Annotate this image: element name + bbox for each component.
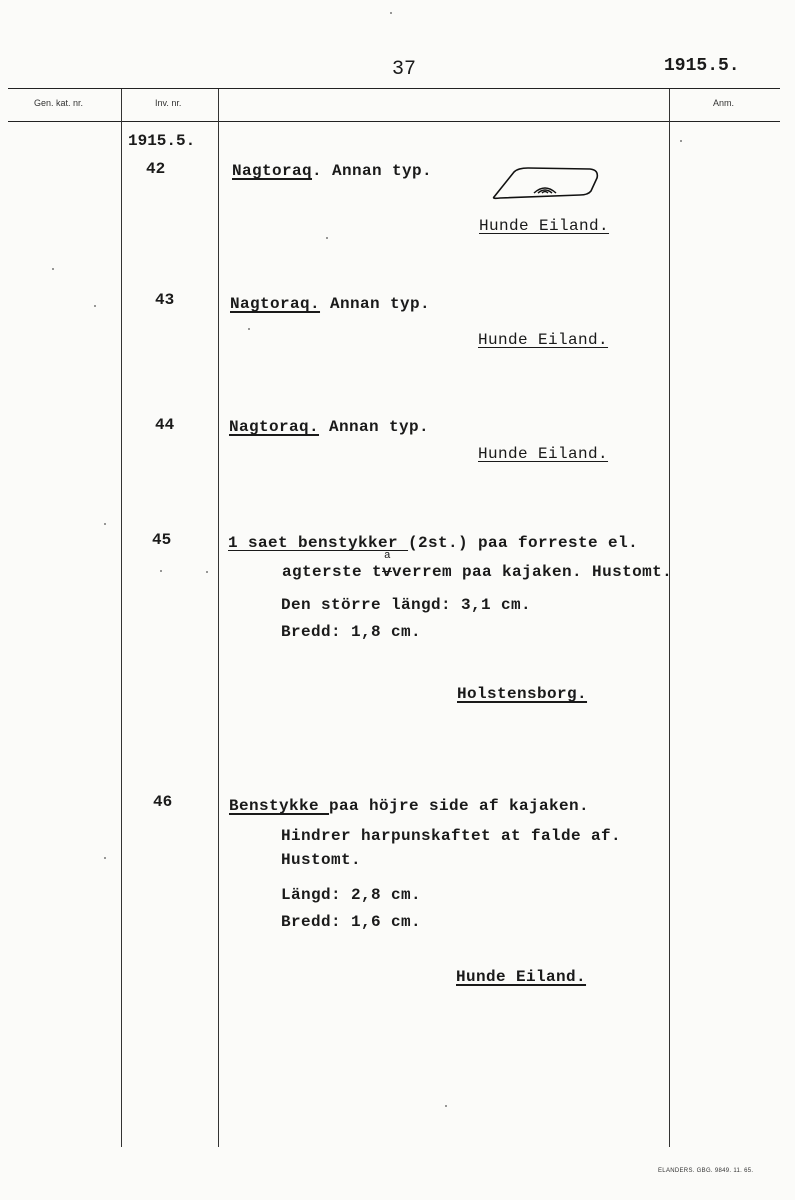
- paper-speck: [326, 237, 328, 239]
- entry-45-line-2: agterste t a vverrem paa kajaken. Hustomt.: [282, 550, 673, 581]
- entry-43-locality: Hunde Eiland.: [478, 331, 609, 349]
- paper-speck: [445, 1105, 447, 1107]
- entry-46-title: Benstykke: [229, 797, 330, 815]
- inv-number-46: 46: [153, 793, 173, 811]
- entry-42-description: Nagtoraq. Annan typ.: [232, 162, 433, 180]
- inv-number-42: 42: [146, 160, 166, 178]
- paper-speck: [680, 140, 682, 142]
- paper-speck: [104, 857, 106, 859]
- series-label: 1915.5.: [128, 132, 196, 150]
- printer-imprint: ELANDERS. GBG. 9849. 11. 65.: [658, 1168, 754, 1174]
- entry-46-line-1: Benstykke paa höjre side af kajaken.: [229, 797, 590, 815]
- paper-speck: [390, 12, 392, 14]
- entry-46-measure-length: Längd: 2,8 cm.: [281, 886, 422, 904]
- page-number: 37: [392, 58, 417, 81]
- entry-43-title: Nagtoraq.: [230, 295, 321, 313]
- object-outline-sketch: [490, 163, 602, 203]
- header-top-rule: [8, 88, 780, 89]
- header-inv-nr: Inv. nr.: [155, 98, 182, 108]
- column-divider-3: [669, 89, 670, 1147]
- paper-speck: [206, 571, 208, 573]
- catalog-reference: 1915.5.: [664, 56, 740, 76]
- entry-43-description: Nagtoraq. Annan typ.: [230, 295, 431, 313]
- entry-45-measure-width: Bredd: 1,8 cm.: [281, 623, 422, 641]
- entry-44-title: Nagtoraq.: [229, 418, 320, 436]
- paper-speck: [52, 268, 54, 270]
- entry-45-measure-length: Den större längd: 3,1 cm.: [281, 596, 532, 614]
- entry-45-locality: Holstensborg.: [457, 685, 588, 703]
- entry-45-title: 1 saet benstykker: [228, 534, 409, 552]
- column-divider-2: [218, 89, 219, 1147]
- entry-42-locality: Hunde Eiland.: [479, 217, 610, 235]
- entry-42-title: Nagtoraq: [232, 162, 313, 180]
- entry-46-line-3: Hustomt.: [281, 851, 362, 869]
- handwritten-correction: a: [384, 550, 392, 562]
- inv-number-43: 43: [155, 291, 175, 309]
- paper-speck: [104, 523, 106, 525]
- inv-number-45: 45: [152, 531, 172, 549]
- paper-speck: [248, 328, 250, 330]
- entry-46-line-2: Hindrer harpunskaftet at falde af.: [281, 827, 622, 845]
- paper-speck: [94, 305, 96, 307]
- entry-46-locality: Hunde Eiland.: [456, 968, 587, 986]
- header-gen-kat-nr: Gen. kat. nr.: [34, 98, 84, 108]
- entry-45-line-1: 1 saet benstykker (2st.) paa forreste el.: [228, 534, 639, 552]
- column-divider-1: [121, 89, 122, 1147]
- entry-46-measure-width: Bredd: 1,6 cm.: [281, 913, 422, 931]
- paper-speck: [160, 570, 162, 572]
- header-bottom-rule: [8, 121, 780, 122]
- entry-44-description: Nagtoraq. Annan typ.: [229, 418, 430, 436]
- entry-44-locality: Hunde Eiland.: [478, 445, 609, 463]
- inv-number-44: 44: [155, 416, 175, 434]
- header-anm: Anm.: [713, 98, 735, 108]
